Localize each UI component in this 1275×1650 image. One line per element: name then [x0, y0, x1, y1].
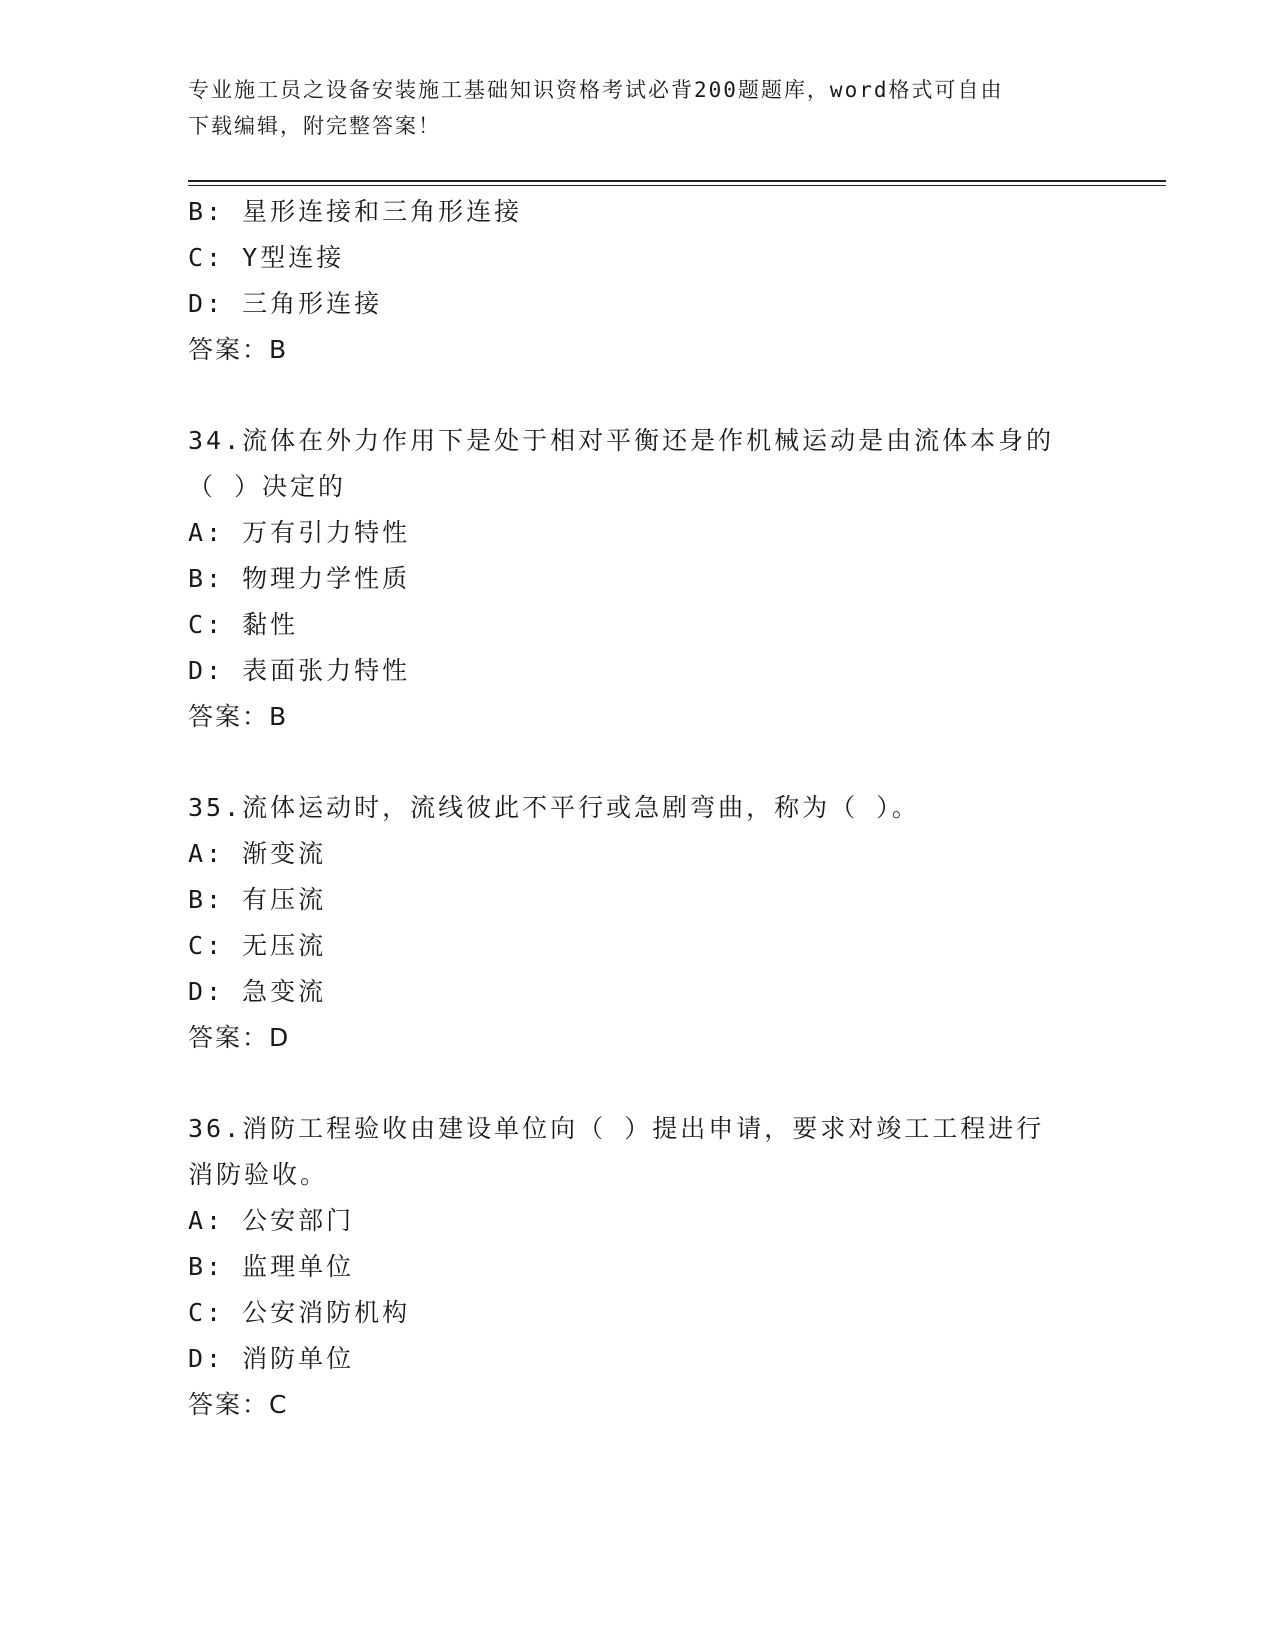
option-a: A: 公安部门 [188, 1206, 355, 1235]
question-34 [188, 418, 1088, 740]
answer-line: 答案：C [188, 1390, 289, 1419]
document-header [188, 72, 1088, 144]
spacer [188, 373, 1088, 418]
question-text-line-1: 35.流体运动时，流线彼此不平行或急剧弯曲，称为（ ）。 [188, 793, 920, 822]
question-text-line-2: 消防验收。 [188, 1160, 329, 1189]
answer-line: 答案：B [188, 702, 289, 731]
option-c: C: 无压流 [188, 931, 327, 960]
spacer [188, 740, 1088, 785]
option-d: D: 表面张力特性 [188, 656, 411, 685]
question-36 [188, 1106, 1088, 1428]
answer-line: 答案：D [188, 1023, 291, 1052]
option-c: C: 公安消防机构 [188, 1298, 411, 1327]
question-text-line-2: （ ）决定的 [188, 472, 347, 501]
option-a: A: 万有引力特性 [188, 518, 411, 547]
option-d: D: 消防单位 [188, 1344, 355, 1373]
header-title-line-1: 专业施工员之设备安装施工基础知识资格考试必背200题题库，word格式可自由 [188, 78, 1004, 102]
option-c: C: Y型连接 [188, 243, 345, 272]
question-text-line-1: 34.流体在外力作用下是处于相对平衡还是作机械运动是由流体本身的 [188, 426, 1055, 455]
option-b: B: 有压流 [188, 885, 327, 914]
spacer [188, 1061, 1088, 1106]
question-text-line-1: 36.消防工程验收由建设单位向（ ）提出申请，要求对竣工工程进行 [188, 1114, 1045, 1143]
option-d: D: 急变流 [188, 977, 327, 1006]
option-b: B: 物理力学性质 [188, 564, 411, 593]
option-d: D: 三角形连接 [188, 289, 383, 318]
prev-question-block [188, 189, 1088, 373]
question-35 [188, 785, 1088, 1061]
answer-line: 答案：B [188, 335, 289, 364]
header-divider-thin [188, 185, 1166, 186]
header-title-line-2: 下载编辑，附完整答案！ [188, 114, 441, 138]
option-b: B: 星形连接和三角形连接 [188, 197, 523, 226]
option-c: C: 黏性 [188, 610, 299, 639]
option-b: B: 监理单位 [188, 1252, 355, 1281]
document-body [188, 189, 1088, 1428]
option-a: A: 渐变流 [188, 839, 327, 868]
header-divider-thick [188, 180, 1166, 182]
